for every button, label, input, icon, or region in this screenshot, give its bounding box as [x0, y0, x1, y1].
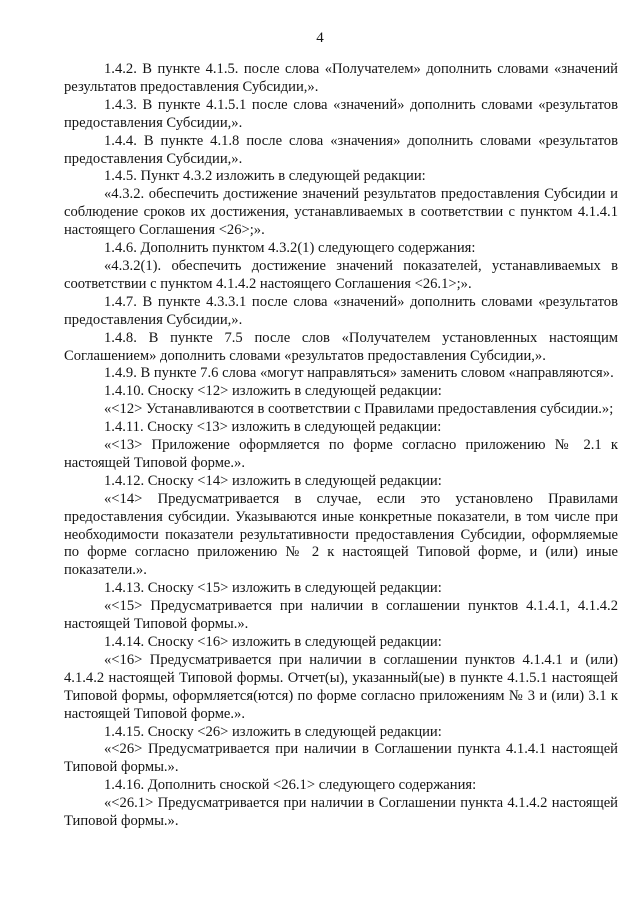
paragraph-1-4-10: 1.4.10. Сноску <12> изложить в следующей редакции: — [104, 383, 442, 400]
paragraph-1-4-5: 1.4.5. Пункт 4.3.2 изложить в следующей редакции: — [104, 168, 426, 185]
paragraph-1-4-2: 1.4.2. В пункте 4.1.5. после слова «Получателем» дополнить словами «значений результатов предоставления Субсидии,». — [64, 61, 618, 95]
quote-4-3-2: «4.3.2. обеспечить достижение значений результатов предоставления Субсидии и соблюдение сроков их достижения, устанавливаемых в соответствии с пунктом 4.1.4.1 настоящего Соглашения <26>;». — [64, 186, 618, 239]
quote-footnote-12: «<12> Устанавливаются в соответствии с Правилами предоставления субсидии.»; — [104, 401, 614, 418]
paragraph-1-4-13: 1.4.13. Сноску <15> изложить в следующей редакции: — [104, 580, 442, 597]
quote-footnote-14: «<14> Предусматривается в случае, если это установлено Правилами предоставления субсидии. Указываются иные конкретные показатели, в том числе при необходимости показатели результативности предоставления Субсидии, оформляемые по форме согласно приложению № 2 к настоящей Типовой форме, и (или) иные показатели.». — [64, 490, 618, 579]
quote-4-3-2-1: «4.3.2(1). обеспечить достижение значений показателей, устанавливаемых в соответствии с пунктом 4.1.4.2 настоящего Соглашения <26.1>;». — [64, 257, 618, 292]
quote-footnote-15: «<15> Предусматривается при наличии в соглашении пунктов 4.1.4.1, 4.1.4.2 настоящей Типовой формы.». — [64, 598, 618, 633]
paragraph-1-4-4: 1.4.4. В пункте 4.1.8 после слова «значения» дополнить словами «результатов предоставления Субсидии,». — [64, 132, 618, 167]
quote-footnote-13: «<13> Приложение оформляется по форме согласно приложению № 2.1 к настоящей Типовой форме.». — [64, 437, 618, 471]
quote-footnote-26: «<26> Предусматривается при наличии в Соглашении пункта 4.1.4.1 настоящей Типовой формы.». — [64, 741, 618, 776]
quote-footnote-16: «<16> Предусматривается при наличии в соглашении пунктов 4.1.4.1 и (или) 4.1.4.2 настоящей Типовой формы. Отчет(ы), указанный(ые) в пункте 4.1.5.1 настоящей Типовой формы, оформляется(ются) по форме согласно приложениям № 3 и (или) 3.1 к настоящей Типовой форме.». — [64, 651, 618, 722]
document-body — [64, 61, 618, 831]
paragraph-1-4-7: 1.4.7. В пункте 4.3.3.1 после слова «значений» дополнить словами «результатов предоставления Субсидии,». — [64, 293, 618, 328]
paragraph-1-4-14: 1.4.14. Сноску <16> изложить в следующей редакции: — [104, 634, 442, 650]
paragraph-1-4-12: 1.4.12. Сноску <14> изложить в следующей редакции: — [104, 472, 442, 489]
quote-footnote-26-1: «<26.1> Предусматривается при наличии в Соглашении пункта 4.1.4.2 настоящей Типовой формы.». — [64, 795, 618, 830]
paragraph-1-4-6: 1.4.6. Дополнить пунктом 4.3.2(1) следующего содержания: — [104, 240, 476, 257]
paragraph-1-4-8: 1.4.8. В пункте 7.5 после слов «Получателем установленных настоящим Соглашением» дополнить словами «результатов предоставления Субсидии,». — [64, 329, 618, 364]
page-number: 4 — [316, 30, 324, 46]
paragraph-1-4-16: 1.4.16. Дополнить сноской <26.1> следующего содержания: — [104, 777, 477, 794]
paragraph-1-4-9: 1.4.9. В пункте 7.6 слова «могут направляться» заменить словом «направляются». — [104, 365, 614, 382]
paragraph-1-4-11: 1.4.11. Сноску <13> изложить в следующей редакции: — [104, 419, 442, 436]
paragraph-1-4-3: 1.4.3. В пункте 4.1.5.1 после слова «значений» дополнить словами «результатов предоставления Субсидии,». — [64, 96, 618, 131]
paragraph-1-4-15: 1.4.15. Сноску <26> изложить в следующей редакции: — [104, 723, 442, 740]
